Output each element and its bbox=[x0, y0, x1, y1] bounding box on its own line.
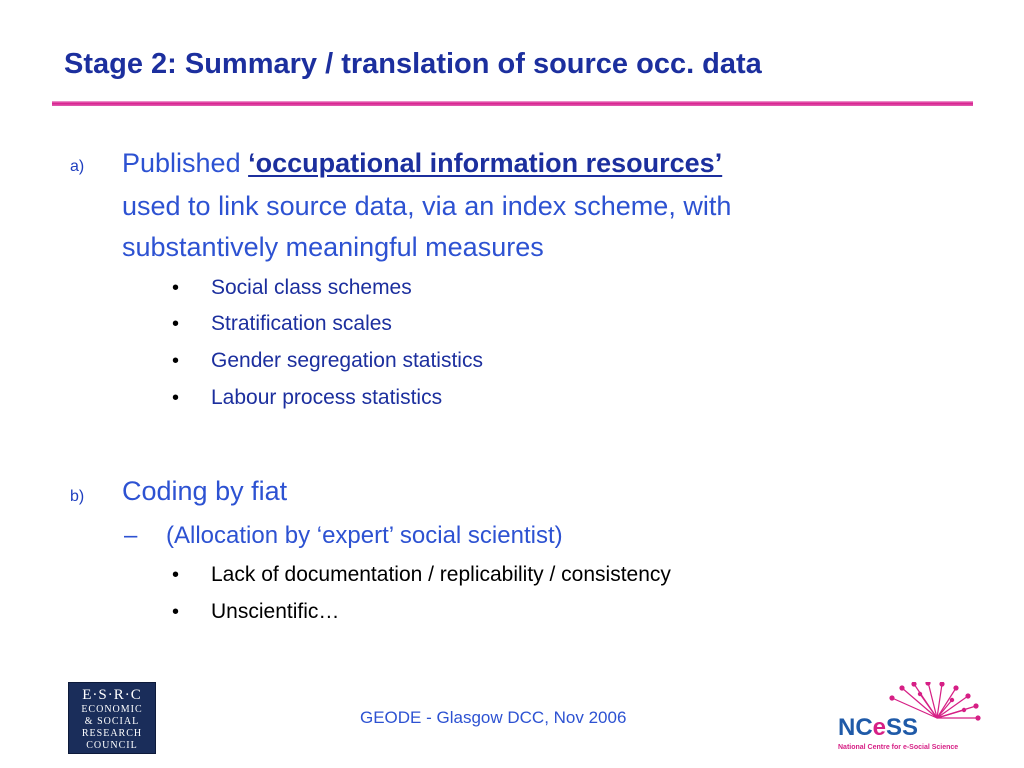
ncess-wordmark: NCeSS bbox=[838, 714, 919, 741]
bullet-gender-segregation: Gender segregation statistics bbox=[211, 349, 483, 372]
section-a-prefix: Published bbox=[122, 148, 249, 178]
esrc-logo bbox=[68, 682, 156, 754]
esrc-logo-line: ECONOMIC bbox=[81, 704, 143, 715]
section-b-marker: b) bbox=[70, 488, 85, 505]
bullet-dot: • bbox=[172, 564, 180, 586]
ncess-logo bbox=[832, 682, 982, 760]
occupational-resources-link[interactable]: ‘occupational information resources’ bbox=[248, 148, 723, 178]
slide-title: Stage 2: Summary / translation of source occ. data bbox=[64, 48, 762, 80]
title-divider bbox=[52, 101, 973, 106]
ncess-tagline: National Centre for e-Social Science bbox=[838, 744, 959, 751]
bullet-lack-of-documentation: Lack of documentation / replicability / consistency bbox=[211, 563, 671, 586]
bullet-dot: • bbox=[172, 350, 180, 372]
section-b-heading: Coding by fiat bbox=[122, 476, 288, 506]
bullet-dot: • bbox=[172, 601, 180, 623]
esrc-logo-line: & SOCIAL bbox=[84, 716, 140, 727]
section-a-line2: used to link source data, via an index scheme, with bbox=[122, 191, 732, 221]
subpoint-dash: – bbox=[124, 522, 138, 549]
esrc-logo-acronym: E·S·R·C bbox=[82, 687, 142, 703]
bullet-unscientific: Unscientific… bbox=[211, 600, 340, 623]
section-a-marker: a) bbox=[70, 158, 85, 175]
bullet-dot: • bbox=[172, 277, 180, 299]
bullet-labour-process: Labour process statistics bbox=[211, 386, 443, 409]
bullet-dot: • bbox=[172, 387, 180, 409]
esrc-logo-line: COUNCIL bbox=[86, 740, 138, 751]
section-a-line3: substantively meaningful measures bbox=[122, 232, 544, 262]
bullet-social-class: Social class schemes bbox=[211, 276, 412, 299]
esrc-logo-line: RESEARCH bbox=[81, 728, 143, 739]
bullet-dot: • bbox=[172, 313, 180, 335]
section-a-line1 bbox=[122, 142, 722, 184]
bullet-stratification: Stratification scales bbox=[211, 312, 392, 335]
expert-allocation-subpoint: (Allocation by ‘expert’ social scientist) bbox=[166, 522, 563, 549]
slide-footer: GEODE - Glasgow DCC, Nov 2006 bbox=[360, 708, 627, 727]
